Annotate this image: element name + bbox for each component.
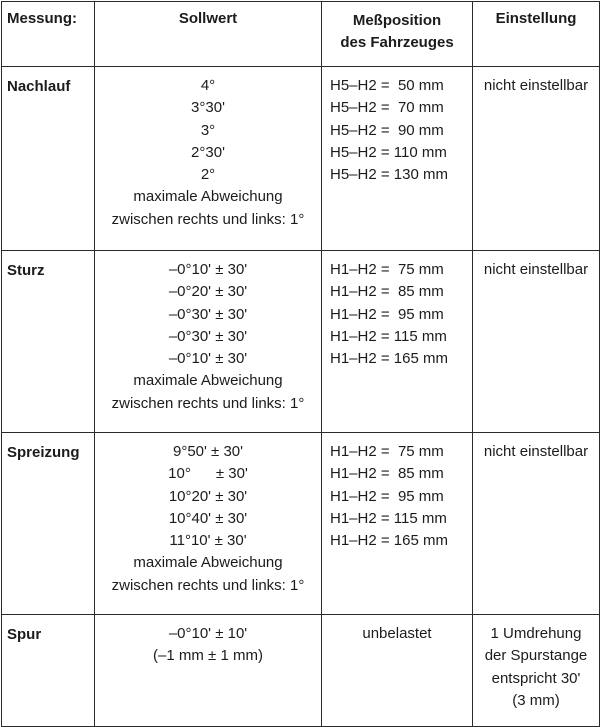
sollwert-cell — [95, 615, 322, 727]
position-line: H1–H2 = 75 mm — [330, 261, 444, 278]
einstellung-line: der Spurstange — [484, 647, 588, 665]
sollwert-line: zwischen rechts und links: 1° — [111, 210, 305, 228]
position-line: unbelastet — [362, 625, 432, 642]
sollwert-line: –0°30' ± 30' — [168, 327, 248, 345]
einstellung-cell — [473, 615, 600, 727]
sollwert-line: zwischen rechts und links: 1° — [111, 394, 305, 412]
table-row — [2, 433, 600, 615]
position-line: H5–H2 = 130 mm — [330, 166, 448, 184]
position-line: H1–H2 = 165 mm — [330, 532, 448, 550]
sollwert-line: maximale Abweichung — [133, 372, 283, 390]
position-line: H1–H2 = 85 mm — [330, 465, 444, 483]
position-line: H1–H2 = 95 mm — [330, 487, 444, 505]
header-messung: Messung: — [2, 2, 95, 67]
position-line: H1–H2 = 115 mm — [330, 509, 447, 527]
position-line: H5–H2 = 110 mm — [330, 143, 447, 161]
einstellung-cell — [473, 433, 600, 615]
position-line: H5–H2 = 70 mm — [330, 99, 444, 117]
einstellung-line: nicht einstellbar — [483, 443, 589, 460]
einstellung-cell — [473, 67, 600, 251]
sollwert-line: –0°30' ± 30' — [168, 305, 248, 323]
sollwert-line: 2°30' — [191, 143, 225, 161]
position-cell — [322, 251, 473, 433]
row-label-nachlauf: Nachlauf — [2, 67, 95, 251]
position-cell — [322, 615, 473, 727]
header-messposition-line2: des Fahrzeuges — [340, 34, 454, 51]
table-row — [2, 67, 600, 251]
header-messposition-line1: Meßposition — [352, 12, 442, 29]
position-line: H1–H2 = 85 mm — [330, 283, 444, 301]
table-row — [2, 615, 600, 727]
einstellung-line: nicht einstellbar — [483, 261, 589, 278]
sollwert-cell — [95, 67, 322, 251]
sollwert-line: 10°20' ± 30' — [168, 487, 248, 505]
einstellung-line: entspricht 30' — [491, 669, 581, 687]
einstellung-line: (3 mm) — [512, 691, 560, 709]
sollwert-cell — [95, 251, 322, 433]
sollwert-cell — [95, 433, 322, 615]
position-line: H1–H2 = 75 mm — [330, 443, 444, 460]
sollwert-line: –0°10' ± 30' — [168, 350, 248, 368]
sollwert-line: 10° ± 30' — [168, 465, 248, 483]
alignment-spec-table — [1, 1, 600, 727]
sollwert-line: 11°10' ± 30' — [169, 532, 247, 550]
sollwert-line: –0°20' ± 30' — [168, 283, 248, 301]
table-header-row — [2, 2, 600, 67]
sollwert-line: –0°10' ± 10' — [168, 625, 248, 642]
sollwert-line: (–1 mm ± 1 mm) — [153, 647, 263, 665]
sollwert-line: maximale Abweichung — [133, 554, 283, 572]
table-row — [2, 251, 600, 433]
header-sollwert: Sollwert — [95, 2, 322, 67]
einstellung-line: 1 Umdrehung — [490, 625, 582, 642]
sollwert-line: –0°10' ± 30' — [168, 261, 248, 278]
sollwert-line: 2° — [200, 166, 216, 184]
position-line: H1–H2 = 95 mm — [330, 305, 444, 323]
sollwert-line: 9°50' ± 30' — [172, 443, 243, 460]
row-label-sturz: Sturz — [2, 251, 95, 433]
position-line: H1–H2 = 165 mm — [330, 350, 448, 368]
sollwert-line: 3°30' — [191, 99, 225, 117]
sollwert-line: 4° — [200, 77, 216, 94]
position-line: H5–H2 = 90 mm — [330, 121, 444, 139]
einstellung-line: nicht einstellbar — [483, 77, 589, 94]
position-cell — [322, 67, 473, 251]
row-label-spreizung: Spreizung — [2, 433, 95, 615]
header-messposition — [322, 2, 473, 67]
sollwert-line: maximale Abweichung — [133, 188, 283, 206]
einstellung-cell — [473, 251, 600, 433]
sollwert-line: zwischen rechts und links: 1° — [111, 576, 305, 594]
sollwert-line: 10°40' ± 30' — [168, 509, 248, 527]
position-line: H1–H2 = 115 mm — [330, 327, 447, 345]
row-label-spur: Spur — [2, 615, 95, 727]
position-cell — [322, 433, 473, 615]
position-line: H5–H2 = 50 mm — [330, 77, 444, 94]
header-einstellung: Einstellung — [473, 2, 600, 67]
sollwert-line: 3° — [200, 121, 216, 139]
